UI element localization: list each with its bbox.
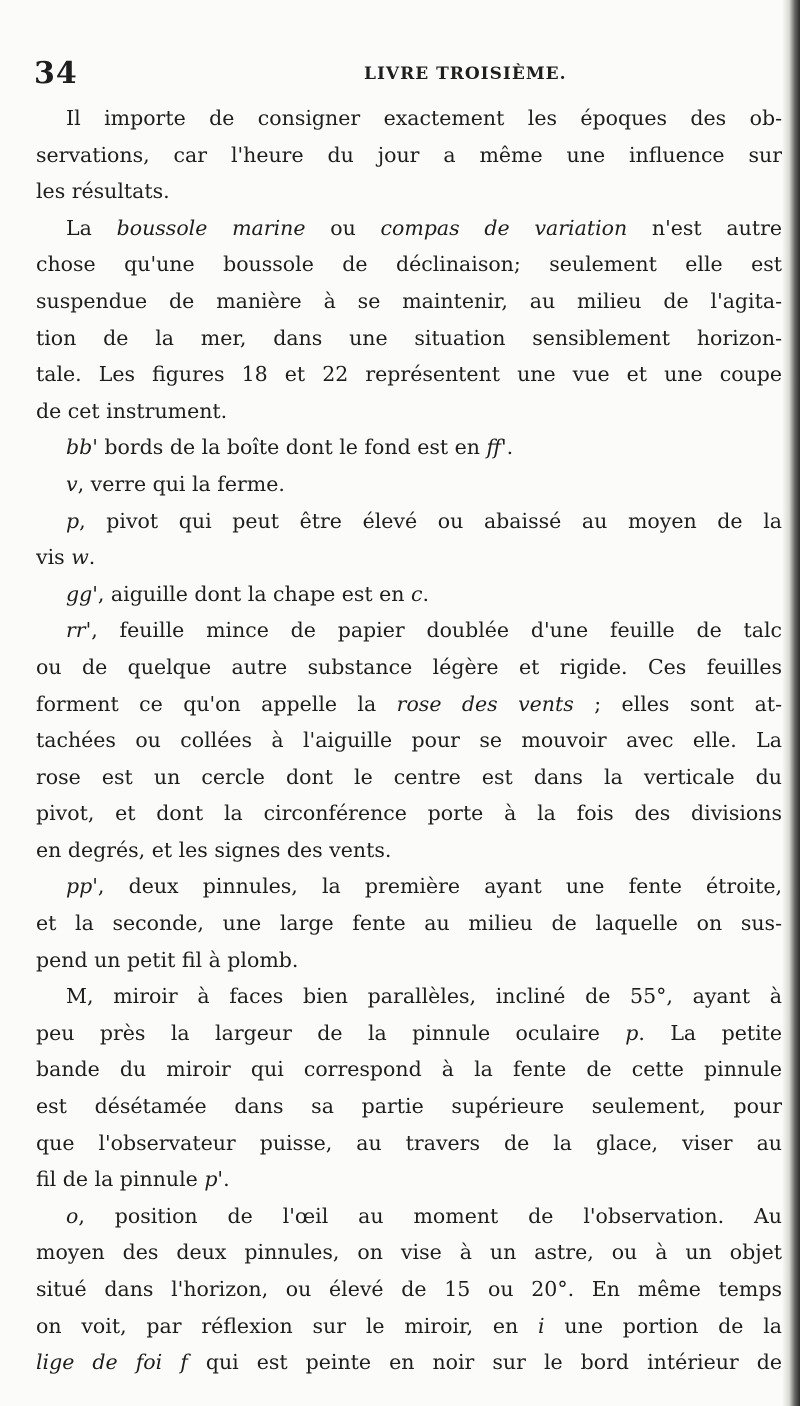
text-line: o, position de l'œil au moment de l'observation. Au — [66, 1203, 782, 1228]
page-header — [34, 56, 774, 96]
text-line: fil de la pinnule p'. — [36, 1167, 230, 1192]
text-line: lige de foi f qui est peinte en noir sur le bord intérieur de — [36, 1350, 782, 1375]
text-line: servations, car l'heure du jour a même une influence sur — [36, 142, 782, 167]
text-line: forment ce qu'on appelle la rose des vents ; elles sont at- — [36, 691, 782, 716]
text-line: on voit, par réflexion sur le miroir, en i une portion de la — [36, 1313, 782, 1338]
text-line: v, verre qui la ferme. — [66, 471, 285, 496]
text-line: tachées ou collées à l'aiguille pour se mouvoir avec elle. La — [36, 728, 782, 753]
text-line: gg', aiguille dont la chape est en c. — [66, 581, 430, 606]
text-line: bande du miroir qui correspond à la fente de cette pinnule — [36, 1057, 782, 1082]
text-line: et la seconde, une large fente au milieu de laquelle on sus- — [36, 911, 782, 936]
text-line: tale. Les figures 18 et 22 représentent une vue et une coupe — [36, 362, 782, 387]
text-line: vis w. — [36, 545, 96, 570]
text-line: que l'observateur puisse, au travers de la glace, viser au — [36, 1130, 782, 1155]
text-line: ou de quelque autre substance légère et rigide. Ces feuilles — [36, 654, 782, 679]
running-head: LIVRE TROISIÈME. — [364, 64, 567, 84]
text-line: peu près la largeur de la pinnule oculaire p. La petite — [36, 1020, 782, 1045]
page-number: 34 — [34, 56, 78, 91]
text-line: moyen des deux pinnules, on vise à un astre, ou à un objet — [36, 1240, 782, 1265]
text-line: pp', deux pinnules, la première ayant une fente étroite, — [66, 874, 782, 899]
text-line: rr', feuille mince de papier doublée d'une feuille de talc — [66, 618, 782, 643]
text-line: suspendue de manière à se maintenir, au milieu de l'agita- — [36, 288, 782, 313]
text-line: en degrés, et les signes des vents. — [36, 837, 392, 862]
text-line: les résultats. — [36, 179, 170, 204]
text-line: situé dans l'horizon, ou élevé de 15 ou 20°. En même temps — [36, 1277, 782, 1301]
text-line: de cet instrument. — [36, 398, 228, 423]
text-line: bb' bords de la boîte dont le fond est en ff'. — [66, 435, 514, 460]
text-line: p, pivot qui peut être élevé ou abaissé au moyen de la — [66, 508, 782, 533]
text-line: Il importe de consigner exactement les époques des ob- — [66, 106, 782, 130]
text-line: chose qu'une boussole de déclinaison; seulement elle est — [36, 252, 782, 277]
text-line: La boussole marine ou compas de variation n'est autre — [66, 215, 782, 240]
text-line: pivot, et dont la circonférence porte à la fois des divisions — [36, 801, 782, 826]
text-line: M, miroir à faces bien parallèles, incliné de 55°, ayant à — [66, 984, 782, 1009]
page-edge-shadow — [782, 0, 800, 1406]
body-text — [36, 100, 782, 1381]
text-line: tion de la mer, dans une situation sensiblement horizon- — [36, 325, 782, 350]
text-line: rose est un cercle dont le centre est dans la verticale du — [36, 764, 782, 789]
text-line: est désétamée dans sa partie supérieure seulement, pour — [36, 1094, 782, 1119]
text-line: pend un petit fil à plomb. — [36, 947, 299, 972]
